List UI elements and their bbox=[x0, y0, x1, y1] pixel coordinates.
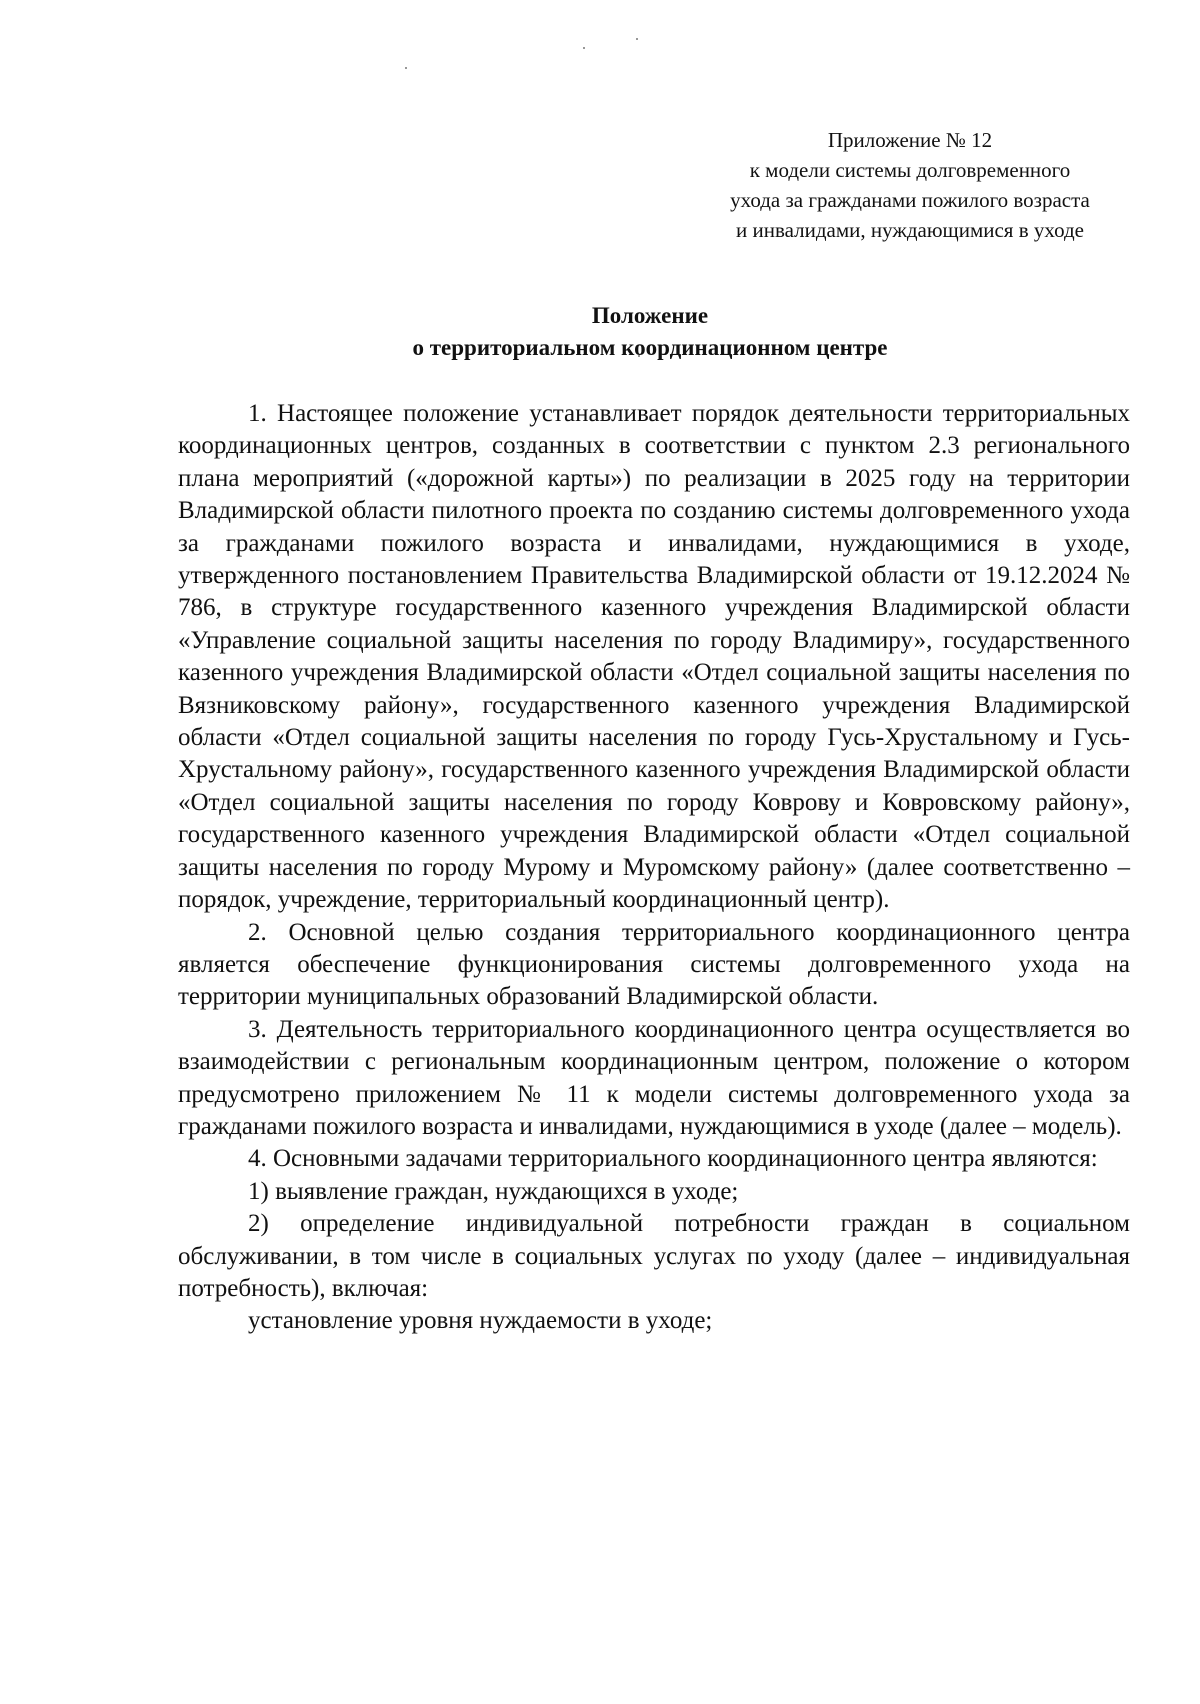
title-line-2: о территориальном координационном центре bbox=[412, 335, 888, 360]
paragraph-1: 1. Настоящее положение устанавливает порядок деятельности территориальных координационных центров, созданных в соответствии с пунктом 2.3 регионального плана мероприятий («дорожной карты») по реализации в 2025 году на территории Владимирской области пилотного проекта по созданию системы долговременного ухода за гражданами пожилого возраста и инвалидами, нуждающимися в уходе, утвержденного постановлением Правительства Владимирской области от 19.12.2024 № 786, в структуре государственного казенного учреждения Владимирской области «Управление социальной защиты населения по городу Владимиру», государственного казенного учреждения Владимирской области «Отдел социальной защиты населения по Вязниковскому району», государственного казенного учреждения Владимирской области «Отдел социальной защиты населения по городу Гусь-Хрустальному и Гусь-Хрустальному району», государственного казенного учреждения Владимирской области «Отдел социальной защиты населения по городу Коврову и Ковровскому району», государственного казенного учреждения Владимирской области «Отдел социальной защиты населения по городу Мурому и Муромскому району» (далее соответственно – порядок, учреждение, территориальный координационный центр). bbox=[178, 400, 1130, 914]
paragraph-2: 2. Основной целью создания территориального координационного центра является обеспечение функционирования системы долговременного ухода на территории муниципальных образований Владимирской области. bbox=[178, 918, 1130, 1011]
document-body bbox=[178, 398, 1130, 1338]
appendix-line-1: Приложение № 12 bbox=[827, 128, 993, 152]
scan-speck bbox=[583, 47, 585, 49]
appendix-header bbox=[690, 125, 1130, 245]
appendix-line-2: к модели системы долговременного bbox=[749, 158, 1071, 182]
scan-speck bbox=[636, 38, 638, 40]
list-item-2: 2) определение индивидуальной потребности граждан в социальном обслуживании, в том числе в социальных услугах по уходу (далее – индивидуальная потребность), включая: bbox=[178, 1210, 1130, 1302]
appendix-line-3: ухода за гражданами пожилого возраста bbox=[730, 188, 1090, 212]
document-title bbox=[170, 300, 1130, 364]
scan-speck bbox=[405, 67, 407, 69]
paragraph-4: 4. Основными задачами территориального координационного центра являются: bbox=[248, 1145, 1098, 1173]
list-item-1: 1) выявление граждан, нуждающихся в уходе; bbox=[248, 1177, 739, 1205]
appendix-line-4: и инвалидами, нуждающимися в уходе bbox=[736, 218, 1084, 242]
paragraph-3: 3. Деятельность территориального координационного центра осуществляется во взаимодействии с региональным координационным центром, положение о котором предусмотрено приложением № 11 к модели системы долговременного ухода за гражданами пожилого возраста и инвалидами, нуждающимися в уходе (далее – модель). bbox=[178, 1015, 1130, 1140]
list-subitem: установление уровня нуждаемости в уходе; bbox=[248, 1307, 713, 1335]
title-line-1: Положение bbox=[591, 303, 709, 328]
